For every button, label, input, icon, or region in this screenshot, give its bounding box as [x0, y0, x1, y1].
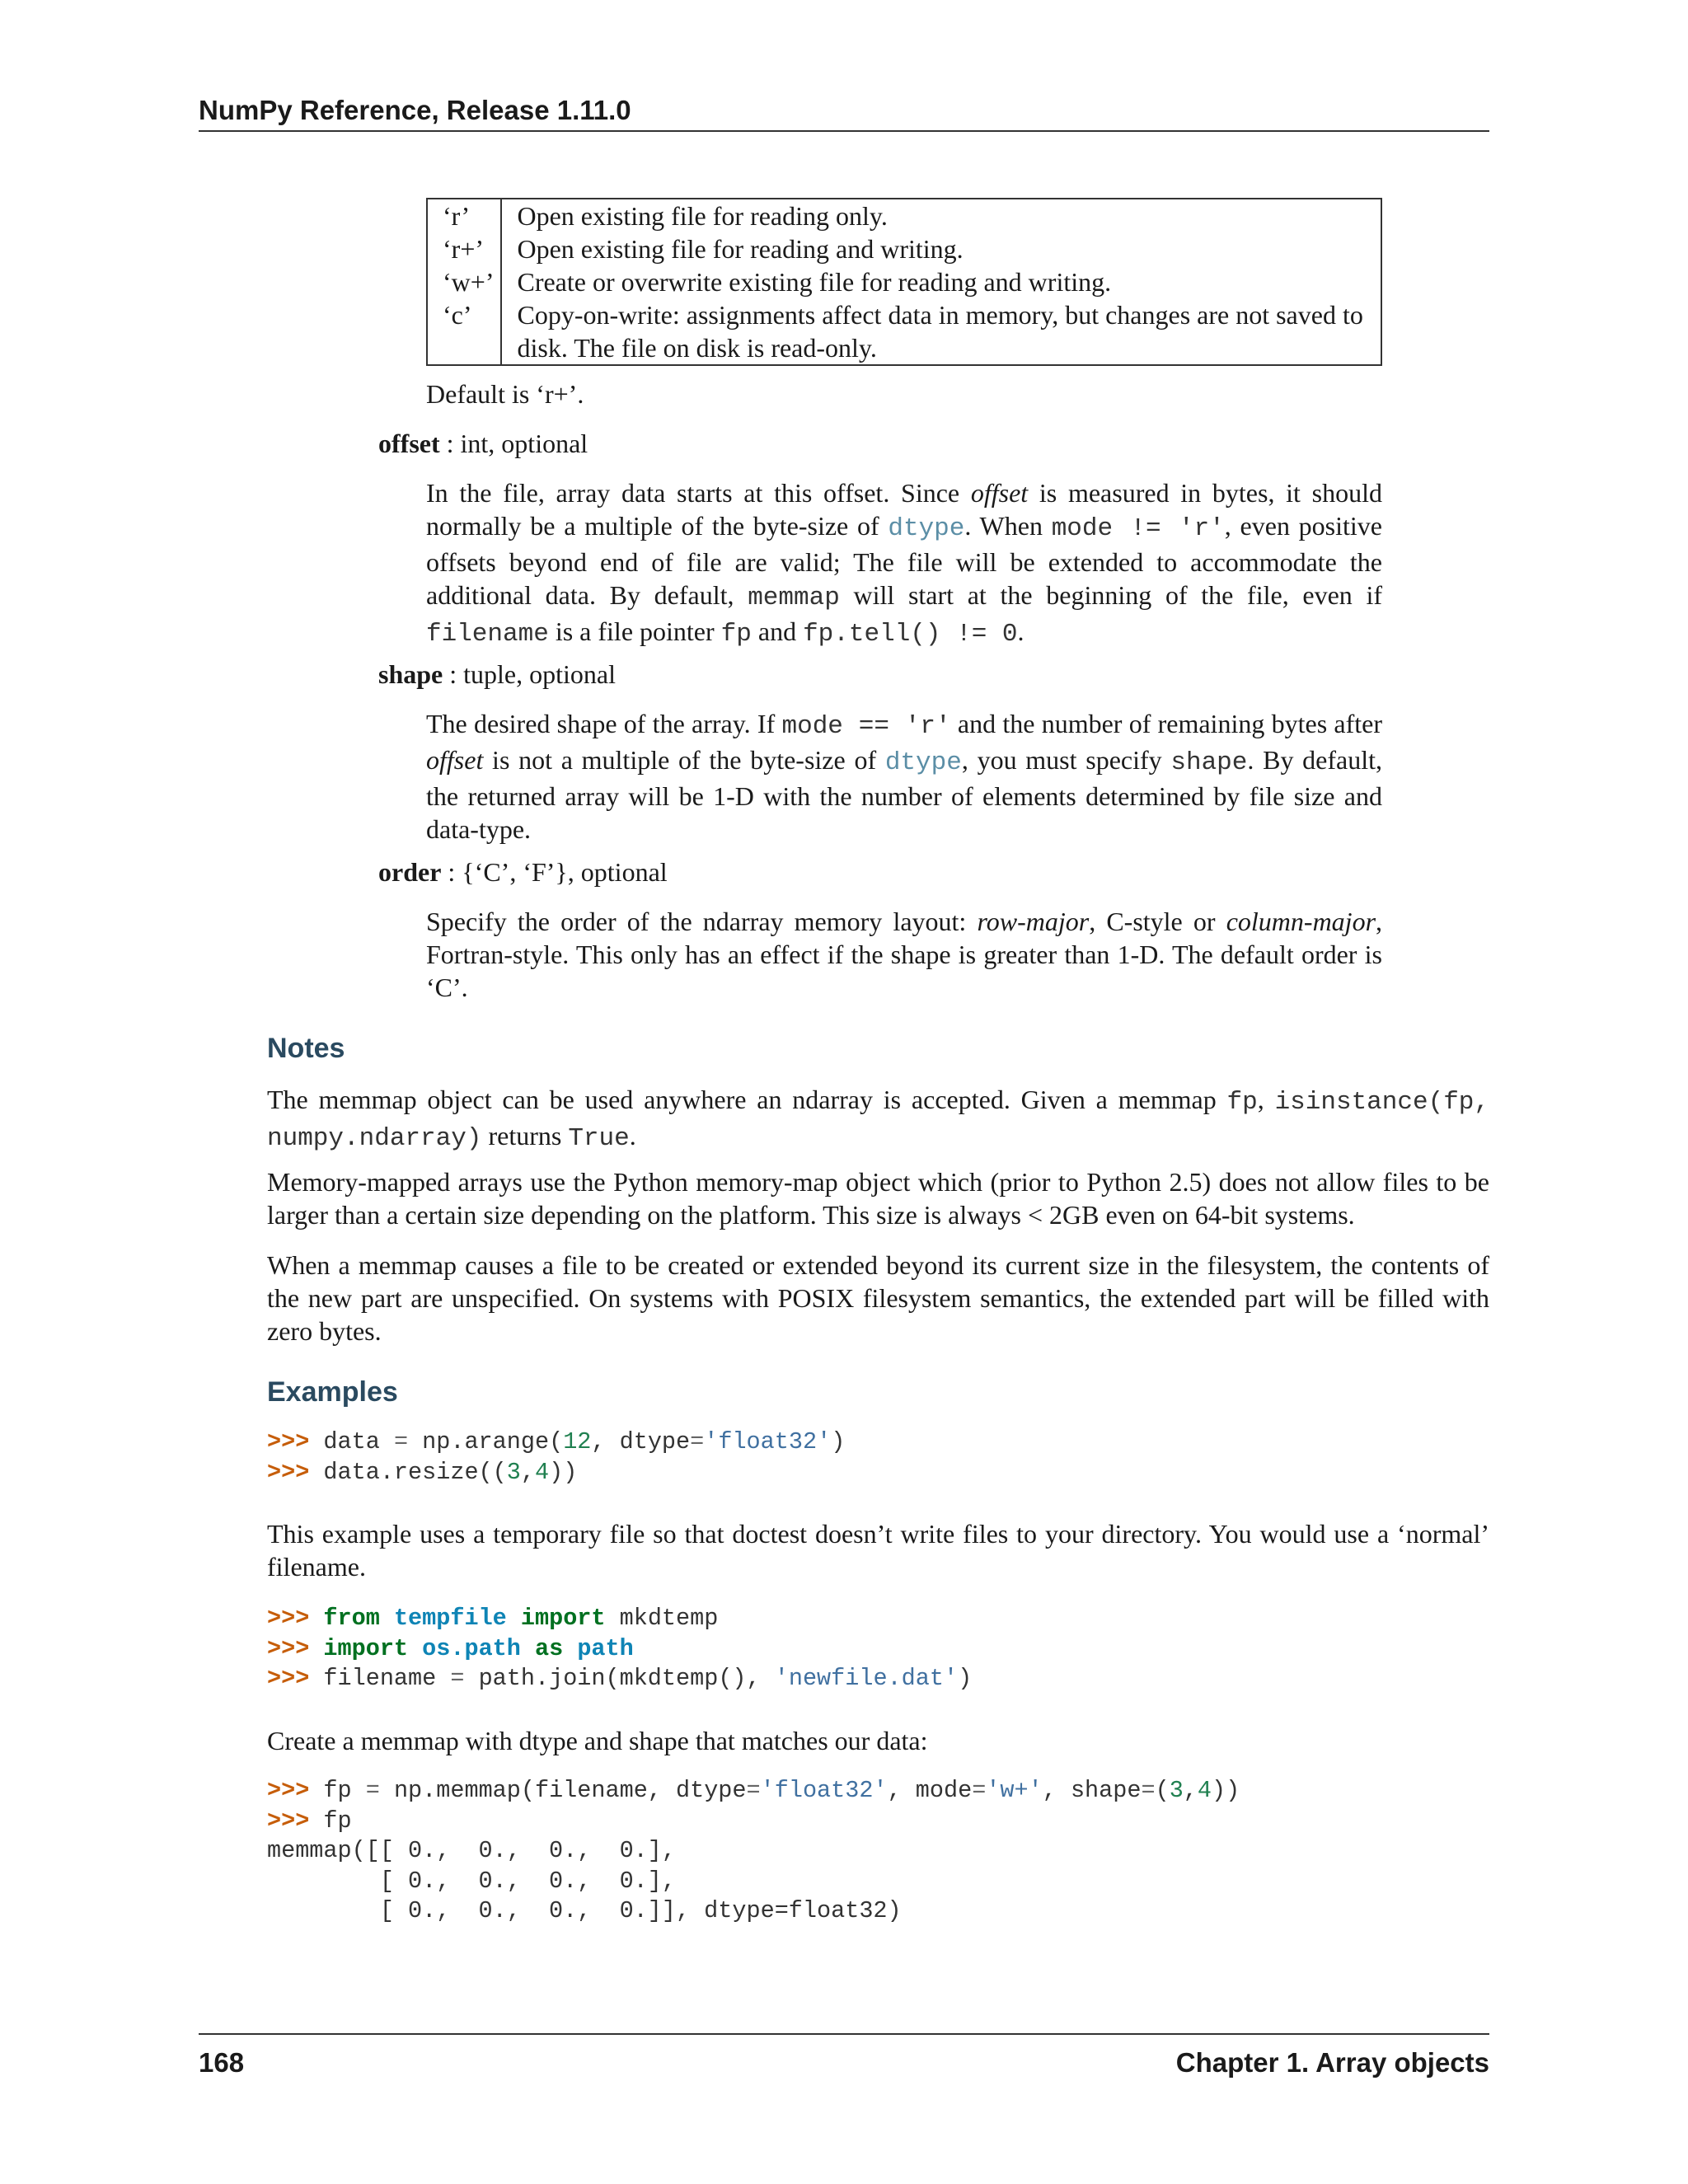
param-order-description: Specify the order of the ndarray memory layout: row-major, C-style or column-major, Fortran-style. This only has an effect if the shape is greater than 1-D. The default order is ‘C’. — [426, 907, 1383, 1002]
code-line: >>> data = np.arange(12, dtype='float32') — [267, 1428, 846, 1455]
param-type: : int, optional — [439, 429, 588, 458]
running-header — [199, 92, 1489, 132]
code-block-1 — [267, 1427, 845, 1488]
code-line: >>> fp = np.memmap(filename, dtype='float32', mode='w+', shape=(3,4)) — [267, 1777, 1240, 1804]
code-block-3 — [267, 1776, 1240, 1927]
param-type: : tuple, optional — [443, 659, 616, 689]
param-type: : {‘C’, ‘F’}, optional — [441, 857, 668, 887]
mode-key: ‘c’ — [427, 298, 501, 365]
mode-desc: Open existing file for reading and writing. — [517, 234, 964, 264]
code-output-line: [ 0., 0., 0., 0.]], dtype=float32) — [267, 1897, 902, 1924]
table-row — [427, 298, 1381, 365]
table-row — [427, 232, 1381, 265]
param-shape — [378, 658, 616, 691]
notes-paragraph-3: When a memmap causes a file to be created or extended beyond its current size in the filesystem, the contents of the new part are unspecified. On systems with POSIX filesystem semantics, the extended part will be filled with zero bytes. — [267, 1250, 1489, 1346]
code-line: >>> data.resize((3,4)) — [267, 1458, 578, 1486]
mode-desc: Create or overwrite existing file for reading and writing. — [517, 267, 1112, 297]
page-number: 168 — [199, 2047, 245, 2078]
code-output-line: memmap([[ 0., 0., 0., 0.], — [267, 1837, 676, 1864]
chapter-title: Chapter 1. Array objects — [1175, 2047, 1489, 2078]
mode-desc: Copy-on-write: assignments affect data in memory, but changes are not saved to disk. The file on disk is read-only. — [517, 300, 1363, 363]
param-name: order — [378, 857, 442, 887]
code-line: >>> filename = path.join(mkdtemp(), 'newfile.dat') — [267, 1665, 973, 1692]
param-order — [378, 855, 668, 888]
dtype-link[interactable]: dtype — [884, 748, 962, 777]
code-line: >>> fp — [267, 1807, 352, 1835]
examples-paragraph-1: This example uses a temporary file so that doctest doesn’t write files to your directory. You would use a ‘normal’ filename. — [267, 1519, 1489, 1582]
dtype-link[interactable]: dtype — [888, 514, 965, 543]
mode-table — [426, 198, 1382, 366]
notes-heading: Notes — [267, 1033, 345, 1064]
table-row — [427, 199, 1381, 232]
table-row — [427, 265, 1381, 298]
running-footer — [199, 2033, 1489, 2081]
default-mode-text: Default is ‘r+’. — [426, 379, 584, 409]
header-title: NumPy Reference, Release 1.11.0 — [199, 95, 631, 125]
param-offset — [378, 427, 588, 460]
code-output-line: [ 0., 0., 0., 0.], — [267, 1867, 676, 1895]
mode-desc: Open existing file for reading only. — [517, 201, 888, 231]
param-offset-description: In the file, array data starts at this offset. Since offset is measured in bytes, it should normally be a multiple of the byte-size of dtype. When mode != 'r', even positive offsets beyond end of file are valid; The file will be extended to accommodate the additional data. By default, memmap will start at the beginning of the file, even if filename is a file pointer fp and fp.tell() != 0. — [426, 478, 1383, 649]
notes-paragraph-1: The memmap object can be used anywhere an ndarray is accepted. Given a memmap fp, isinstance(fp, numpy.ndarray) returns True. — [267, 1085, 1490, 1153]
mode-key: ‘w+’ — [427, 265, 501, 298]
mode-key: ‘r+’ — [427, 232, 501, 265]
param-name: shape — [378, 659, 443, 689]
examples-paragraph-2: Create a memmap with dtype and shape that matches our data: — [267, 1726, 928, 1755]
code-block-2 — [267, 1604, 972, 1694]
notes-paragraph-2: Memory-mapped arrays use the Python memory-map object which (prior to Python 2.5) does not allow files to be larger than a certain size depending on the platform. This size is always < 2GB even on 64-bit systems. — [267, 1167, 1489, 1230]
mode-key: ‘r’ — [427, 199, 501, 232]
param-shape-description: The desired shape of the array. If mode == 'r' and the number of remaining bytes after offset is not a multiple of the byte-size of dtype, you must specify shape. By default, the returned array will be 1-D with the number of elements determined by file size and data-type. — [426, 709, 1383, 844]
code-line: >>> from tempfile import mkdtemp — [267, 1605, 719, 1632]
param-name: offset — [378, 429, 440, 458]
examples-heading: Examples — [267, 1376, 398, 1408]
code-line: >>> import os.path as path — [267, 1634, 634, 1662]
